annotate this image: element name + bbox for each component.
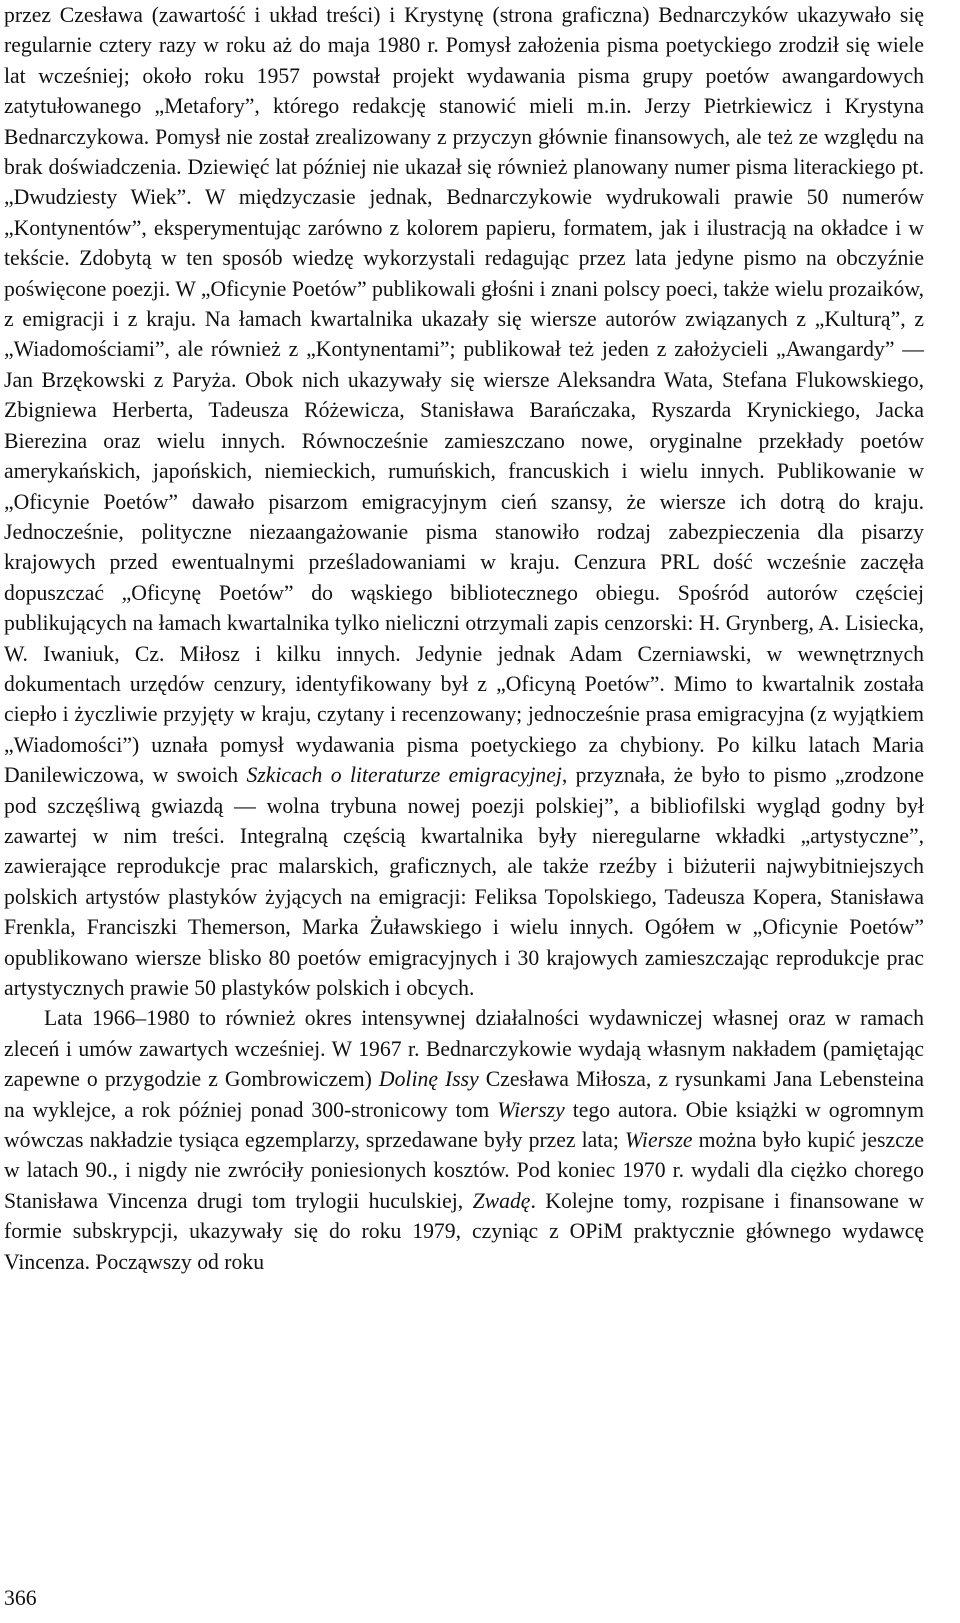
page-body [4, 0, 924, 1277]
text-run: , przyznała, że było to pismo „zrodzone pod szczęśliwą gwiazdą — wolna trybuna nowej poezji polskiej”, a bibliofilski wygląd godny był zawartej w nim treści. Integralną częścią kwartalnika były nieregularne wkładki „artystyczne”, zawierające reprodukcje prac malarskich, graficznych, ale także rzeźby i biżuterii najwybitniejszych polskich artystów plastyków żyjących na emigracji: Feliksa Topolskiego, Tadeusza Kopera, Stanisława Frenkla, Franciszki Themerson, Marka Żuławskiego i wielu innych. Ogółem w „Oficynie Poetów” opublikowano wiersze blisko 80 poetów emigracyjnych i 30 krajowych zamieszczając reprodukcje prac artystycznych prawie 50 plastyków polskich i obcych. [4, 763, 924, 1000]
italic-title-run: Szkicach o literaturze emigracyjnej [246, 763, 562, 788]
italic-title-run: Zwadę [472, 1188, 531, 1213]
text-run: Czesława Miłosza, z rysunkami Jana Lebensteina na wyklejce, a rok później ponad 300-stronicowy tom [4, 1067, 924, 1122]
paragraph-2 [4, 1003, 924, 1277]
page-number: 366 [4, 1586, 37, 1610]
text-run: przez Czesława (zawartość i układ treści) i Krystynę (strona graficzna) Bednarczyków ukazywało się regularnie cztery razy w roku aż do maja 1980 r. Pomysł założenia pisma poetyckiego zrodził się wiele lat wcześniej; około roku 1957 powstał projekt wydawania pisma grupy poetów awangardowych zatytułowanego „Metafory”, którego redakcję stanowić mieli m.in. Jerzy Pietrkiewicz i Krystyna Bednarczykowa. Pomysł nie został zrealizowany z przyczyn głównie finansowych, ale też ze względu na brak doświadczenia. Dziewięć lat później nie ukazał się również planowany numer pisma literackiego pt. „Dwudziesty Wiek”. W międzyczasie jednak, Bednarczykowie wydrukowali prawie 50 numerów „Kontynentów”, eksperymentując zarówno z kolorem papieru, formatem, jak i ilustracją na okładce i w tekście. Zdobytą w ten sposób wiedzę wykorzystali redagując przez lata jedyne pismo na obczyźnie poświęcone poezji. W „Oficynie Poetów” publikowali głośni i znani polscy poeci, także wielu prozaików, z emigracji i z kraju. Na łamach kwartalnika ukazały się wiersze autorów związanych z „Kulturą”, z „Wiadomościami”, ale również z „Kontynentami”; publikował też jeden z założycieli „Awangardy” — Jan Brzękowski z Paryża. Obok nich ukazywały się wiersze Aleksandra Wata, Stefana Flukowskiego, Zbigniewa Herberta, Tadeusza Różewicza, Stanisława Barańczaka, Ryszarda Krynickiego, Jacka Bierezina oraz wielu innych. Równocześnie zamieszczano nowe, oryginalne przekłady poetów amerykańskich, japońskich, niemieckich, rumuńskich, francuskich i wielu innych. Publikowanie w „Oficynie Poetów” dawało pisarzom emigracyjnym cień szansy, że wiersze ich dotrą do kraju. Jednocześnie, polityczne niezaangażowanie pisma stanowiło rodzaj zabezpieczenia dla pisarzy krajowych przed ewentualnymi prześladowaniami w kraju. Cenzura PRL dość wcześnie zaczęła dopuszczać „Oficynę Poetów” do wąskiego bibliotecznego obiegu. Spośród autorów częściej publikujących na łamach kwartalnika tylko nieliczni otrzymali zapis cenzorski: H. Grynberg, A. Lisiecka, W. Iwaniuk, Cz. Miłosz i kilku innych. Jedynie jednak Adam Czerniawski, w wewnętrznych dokumentach urzędów cenzury, identyfikowany był z „Oficyną Poetów”. Mimo to kwartalnik została ciepło i życzliwie przyjęty w kraju, czytany i recenzowany; jednocześnie prasa emigracyjna (z wyjątkiem „Wiadomości”) uznała pomysł wydawania pisma poetyckiego za chybiony. Po kilku latach Maria Danilewiczowa, w swoich [4, 3, 924, 788]
text-run: Lata 1966–1980 to również okres intensywnej działalności wydawniczej własnej oraz w ramach zleceń i umów zawartych wcześniej. W 1967 r. Bednarczykowie wydają własnym nakładem (pamiętając zapewne o przygodzie z Gombrowiczem) [4, 1006, 924, 1092]
italic-title-run: Wierszy [497, 1097, 565, 1122]
italic-title-run: Wiersze [625, 1128, 693, 1153]
text-run: . Kolejne tomy, rozpisane i finansowane w formie subskrypcji, ukazywały się do roku 1979, czyniąc z OPiM praktycznie głównego wydawcę Vincenza. Począwszy od roku [4, 1188, 924, 1274]
paragraph-1 [4, 0, 924, 1003]
italic-title-run: Dolinę Issy [378, 1067, 479, 1092]
text-run: można było kupić jeszcze w latach 90., i nigdy nie zwróciły poniesionych kosztów. Pod koniec 1970 r. wydali dla ciężko chorego Stanisława Vincenza drugi tom trylogii huculskiej, [4, 1128, 924, 1213]
text-run: tego autora. Obie książki w ogromnym wówczas nakładzie tysiąca egzemplarzy, sprzedawane były przez lata; [4, 1097, 924, 1153]
